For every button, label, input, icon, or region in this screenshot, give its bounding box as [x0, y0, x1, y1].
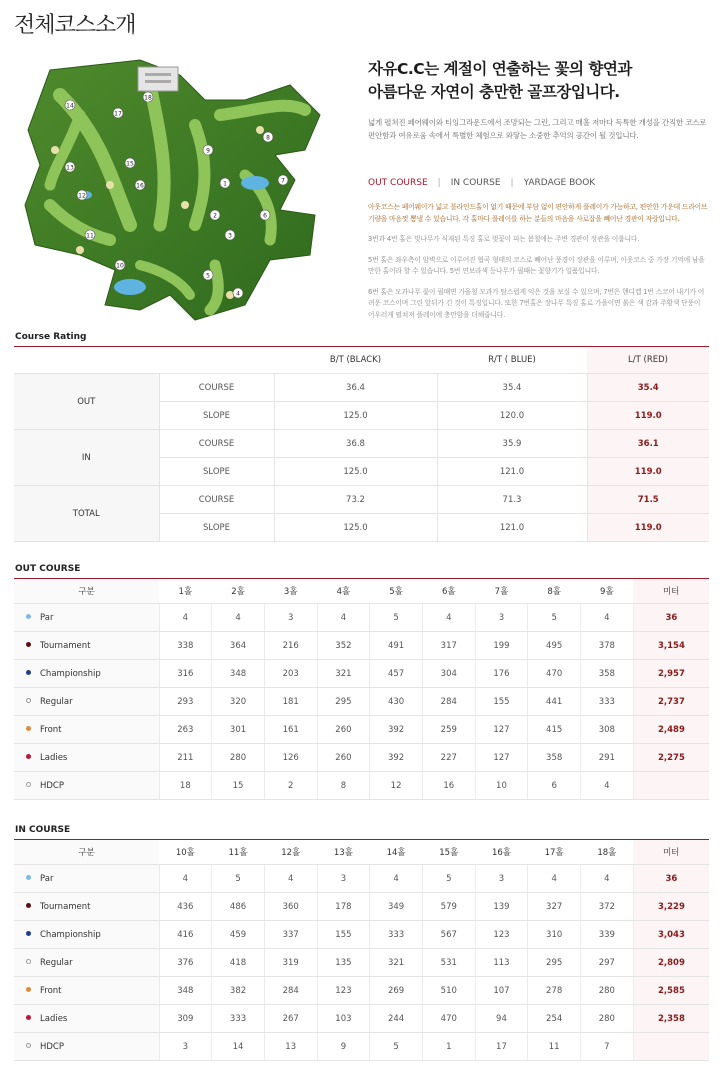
- hole-cell: 3: [475, 865, 528, 893]
- hole-number: 17: [114, 110, 122, 118]
- table-row: [14, 921, 709, 949]
- column-header: 4홀: [317, 579, 370, 604]
- tab-divider: |: [510, 178, 514, 188]
- hole-cell: 430: [370, 688, 423, 716]
- hole-cell: 3: [159, 1033, 212, 1061]
- hole-cell: 280: [581, 977, 634, 1005]
- hole-number: 8: [266, 134, 270, 142]
- hole-cell: 4: [159, 604, 212, 632]
- rating-cell: 119.0: [587, 402, 709, 430]
- row-label-cell: [14, 977, 159, 1005]
- row-label-cell: [14, 604, 159, 632]
- hole-cell: 309: [159, 1005, 212, 1033]
- hole-cell: 459: [212, 921, 265, 949]
- course-rating-table: [14, 347, 709, 542]
- hole-cell: 297: [581, 949, 634, 977]
- tee-color-dot: [26, 754, 31, 759]
- hole-cell: 4: [264, 865, 317, 893]
- hole-cell: 107: [475, 977, 528, 1005]
- hole-cell: 321: [370, 949, 423, 977]
- hole-cell: 316: [159, 660, 212, 688]
- section-title-in-course: IN COURSE: [15, 825, 71, 835]
- pond: [114, 279, 146, 295]
- hole-cell: 155: [317, 921, 370, 949]
- total-cell: 3,043: [633, 921, 709, 949]
- column-header: 3홀: [264, 579, 317, 604]
- hole-cell: 227: [422, 744, 475, 772]
- hole-cell: 392: [370, 716, 423, 744]
- hole-cell: 579: [422, 893, 475, 921]
- hole-cell: 352: [317, 632, 370, 660]
- hole-cell: 4: [212, 604, 265, 632]
- hole-cell: 113: [475, 949, 528, 977]
- hole-cell: 5: [370, 604, 423, 632]
- column-header: 6홀: [422, 579, 475, 604]
- hole-cell: 295: [528, 949, 581, 977]
- hole-cell: 103: [317, 1005, 370, 1033]
- column-header: 12홀: [264, 840, 317, 865]
- total-cell: 2,489: [633, 716, 709, 744]
- row-label: Tournament: [40, 901, 91, 912]
- tee-color-dot: [26, 903, 31, 908]
- hole-number: 15: [126, 160, 134, 168]
- hole-cell: 10: [475, 772, 528, 800]
- headline-line-2: 아름다운 자연이 충만한 골프장입니다.: [368, 83, 620, 101]
- tee-color-dot: [26, 782, 31, 787]
- table-row: [14, 772, 709, 800]
- hole-cell: 9: [317, 1033, 370, 1061]
- hole-cell: 436: [159, 893, 212, 921]
- pond: [241, 176, 269, 190]
- hole-cell: 8: [317, 772, 370, 800]
- hole-number: 6: [263, 212, 267, 220]
- rating-row-label: COURSE: [159, 374, 274, 402]
- hole-cell: 280: [581, 1005, 634, 1033]
- row-label-cell: [14, 949, 159, 977]
- hole-cell: 457: [370, 660, 423, 688]
- section-title-out-course: OUT COURSE: [15, 564, 81, 574]
- row-label: HDCP: [40, 780, 64, 791]
- table-row: [14, 604, 709, 632]
- row-label-cell: [14, 688, 159, 716]
- page-title: 전체코스소개: [14, 13, 136, 38]
- hole-cell: 348: [159, 977, 212, 1005]
- hole-cell: 176: [475, 660, 528, 688]
- hole-cell: 203: [264, 660, 317, 688]
- course-paragraph: 3번과 4번 홀은 벚나무가 식재된 특징 홀로 벚꽃이 피는 봄철에는 주변 경관이 장관을 이룹니다.: [368, 235, 640, 243]
- rating-cell: 119.0: [587, 514, 709, 542]
- table-row: [14, 1005, 709, 1033]
- hole-cell: 280: [212, 744, 265, 772]
- total-cell: 2,957: [633, 660, 709, 688]
- column-header: 17홀: [528, 840, 581, 865]
- hole-cell: 126: [264, 744, 317, 772]
- rating-group-label: OUT: [14, 374, 159, 430]
- column-header: 구분: [14, 840, 159, 865]
- row-label: Regular: [40, 957, 73, 968]
- hole-cell: 2: [264, 772, 317, 800]
- rating-cell: 121.0: [437, 458, 587, 486]
- row-label-cell: [14, 921, 159, 949]
- column-header: 미터: [633, 840, 709, 865]
- rating-cell: 71.5: [587, 486, 709, 514]
- hole-cell: 4: [370, 865, 423, 893]
- column-header: L/T (RED): [587, 347, 709, 374]
- hole-cell: 267: [264, 1005, 317, 1033]
- hole-cell: 337: [264, 921, 317, 949]
- tab-out-course[interactable]: OUT COURSE: [368, 178, 428, 188]
- hole-cell: 320: [212, 688, 265, 716]
- hole-cell: 319: [264, 949, 317, 977]
- intro-description: 넓게 펼쳐진 페어웨이와 티잉그라운드에서 조망되는 그린, 그리고 매홀 저마다 독특한 개성을 간직한 코스로 편안함과 여유로움 속에서 특별한 체험으로 와닿는 소중한 추억의 공간이 될 것입니다.: [368, 118, 707, 140]
- hole-cell: 338: [159, 632, 212, 660]
- hole-number: 5: [206, 272, 210, 280]
- total-cell: [633, 1033, 709, 1061]
- rating-cell: 125.0: [274, 514, 437, 542]
- column-header: 10홀: [159, 840, 212, 865]
- hole-cell: 392: [370, 744, 423, 772]
- table-row: [14, 977, 709, 1005]
- column-header: 14홀: [370, 840, 423, 865]
- hole-cell: 4: [581, 772, 634, 800]
- hole-cell: 470: [422, 1005, 475, 1033]
- row-label: Ladies: [40, 1013, 68, 1024]
- tee-color-dot: [26, 1015, 31, 1020]
- total-cell: 3,229: [633, 893, 709, 921]
- hole-number: 2: [213, 212, 217, 220]
- row-label-cell: [14, 893, 159, 921]
- tab-yardage-book[interactable]: YARDAGE BOOK: [523, 178, 596, 188]
- row-label: Par: [40, 612, 54, 623]
- tee-color-dot: [26, 726, 31, 731]
- hole-cell: 295: [317, 688, 370, 716]
- out-course-table: [14, 579, 709, 800]
- course-map: [20, 55, 325, 323]
- hole-cell: 3: [317, 865, 370, 893]
- row-label: HDCP: [40, 1041, 64, 1052]
- total-cell: 2,358: [633, 1005, 709, 1033]
- rating-cell: 125.0: [274, 402, 437, 430]
- hole-cell: 364: [212, 632, 265, 660]
- hole-cell: 293: [159, 688, 212, 716]
- course-description: [368, 202, 708, 321]
- hole-cell: 372: [581, 893, 634, 921]
- column-header: 8홀: [528, 579, 581, 604]
- column-header: 13홀: [317, 840, 370, 865]
- hole-cell: 278: [528, 977, 581, 1005]
- column-header: B/T (BLACK): [274, 347, 437, 374]
- rating-cell: 36.1: [587, 430, 709, 458]
- hole-cell: 4: [159, 865, 212, 893]
- column-header: 11홀: [212, 840, 265, 865]
- column-header: 7홀: [475, 579, 528, 604]
- table-row: [14, 716, 709, 744]
- hole-number: 7: [281, 177, 285, 185]
- row-label-cell: [14, 660, 159, 688]
- rating-cell: 35.4: [587, 374, 709, 402]
- course-paragraph: 아웃코스는 페어웨이가 넓고 블라인드홀이 없기 때문에 부담 없이 편안하게 플레이가 가능하고, 편안한 가운데 드라이브 기량을 마음껏 뽐낼 수 있습니다. 각 홀마다 플레이를 하는 분들의 마음을 사로잡을 빼어난 경관이 자랑입니다.: [368, 203, 708, 223]
- hole-cell: 349: [370, 893, 423, 921]
- hole-cell: 4: [581, 865, 634, 893]
- hole-cell: 416: [159, 921, 212, 949]
- column-header: 16홀: [475, 840, 528, 865]
- hole-cell: 358: [528, 744, 581, 772]
- row-label-cell: [14, 716, 159, 744]
- hole-cell: 199: [475, 632, 528, 660]
- hole-cell: 4: [317, 604, 370, 632]
- tee-color-dot: [26, 987, 31, 992]
- hole-cell: 510: [422, 977, 475, 1005]
- hole-cell: 155: [475, 688, 528, 716]
- hole-cell: 317: [422, 632, 475, 660]
- tab-divider: |: [437, 178, 441, 188]
- table-header-row: [14, 579, 709, 604]
- hole-cell: 333: [370, 921, 423, 949]
- hole-cell: 567: [422, 921, 475, 949]
- course-paragraph: 6번 홀은 모과나무 꽃이 필때면 가을철 모과가 탐스럽게 익은 것을 보실 수 있으며, 7번은 핸디캡 1번 스코어 내기가 어려운 코스이며 그린 앞뒤가 긴 것이 특징입니다. 또한 7번홀은 장나무 특징 홀로 가을이면 붉은 색 감과 주황색 단풍이 어우러게 펼쳐져 플레이에 충만함을 더해줍니다.: [368, 287, 705, 319]
- row-label: Front: [40, 985, 62, 996]
- table-row: [14, 660, 709, 688]
- hole-cell: 1: [422, 1033, 475, 1061]
- rating-cell: 125.0: [274, 458, 437, 486]
- hole-cell: 339: [581, 921, 634, 949]
- hole-cell: 327: [528, 893, 581, 921]
- hole-cell: 263: [159, 716, 212, 744]
- total-cell: 36: [633, 604, 709, 632]
- row-label-cell: [14, 772, 159, 800]
- hole-number: 18: [144, 94, 152, 102]
- tab-in-course[interactable]: IN COURSE: [450, 178, 501, 188]
- hole-cell: 3: [475, 604, 528, 632]
- row-label-cell: [14, 632, 159, 660]
- headline-line-1: 자유C.C는 계절이 연출하는 꽃의 향연과: [368, 60, 632, 78]
- hole-cell: 360: [264, 893, 317, 921]
- clubhouse: [138, 67, 178, 91]
- hole-cell: 321: [317, 660, 370, 688]
- rating-row-label: SLOPE: [159, 514, 274, 542]
- table-row: [14, 688, 709, 716]
- hole-cell: 495: [528, 632, 581, 660]
- hole-cell: 3: [264, 604, 317, 632]
- table-row: [14, 744, 709, 772]
- row-label: Par: [40, 873, 54, 884]
- hole-cell: 301: [212, 716, 265, 744]
- table-header-row: [14, 840, 709, 865]
- hole-cell: 16: [422, 772, 475, 800]
- total-cell: 2,275: [633, 744, 709, 772]
- row-label: Championship: [40, 668, 101, 679]
- hole-cell: 15: [212, 772, 265, 800]
- row-label: Championship: [40, 929, 101, 940]
- hole-cell: 382: [212, 977, 265, 1005]
- total-cell: 2,737: [633, 688, 709, 716]
- row-label-cell: [14, 1033, 159, 1061]
- hole-cell: 269: [370, 977, 423, 1005]
- hole-cell: 310: [528, 921, 581, 949]
- rating-cell: 73.2: [274, 486, 437, 514]
- hole-cell: 211: [159, 744, 212, 772]
- rating-cell: 36.4: [274, 374, 437, 402]
- hole-cell: 376: [159, 949, 212, 977]
- hole-cell: 4: [422, 604, 475, 632]
- hole-cell: 284: [422, 688, 475, 716]
- rating-cell: 71.3: [437, 486, 587, 514]
- rating-cell: 121.0: [437, 514, 587, 542]
- hole-cell: 94: [475, 1005, 528, 1033]
- hole-cell: 14: [212, 1033, 265, 1061]
- hole-cell: 139: [475, 893, 528, 921]
- hole-cell: 181: [264, 688, 317, 716]
- hole-cell: 470: [528, 660, 581, 688]
- hole-cell: 531: [422, 949, 475, 977]
- row-label: Front: [40, 724, 62, 735]
- tee-color-dot: [26, 698, 31, 703]
- hole-number: 9: [206, 147, 210, 155]
- hole-number: 10: [116, 262, 124, 270]
- headline: [368, 58, 708, 104]
- hole-cell: 291: [581, 744, 634, 772]
- hole-cell: 333: [212, 1005, 265, 1033]
- hole-cell: 17: [475, 1033, 528, 1061]
- course-tabs: [368, 178, 708, 188]
- hole-cell: 135: [317, 949, 370, 977]
- hole-cell: 7: [581, 1033, 634, 1061]
- hole-cell: 18: [159, 772, 212, 800]
- column-header: 2홀: [212, 579, 265, 604]
- hole-number: 3: [228, 232, 232, 240]
- hole-cell: 127: [475, 716, 528, 744]
- hole-cell: 11: [528, 1033, 581, 1061]
- row-label-cell: [14, 744, 159, 772]
- rating-row-label: SLOPE: [159, 458, 274, 486]
- hole-cell: 12: [370, 772, 423, 800]
- table-row: [14, 865, 709, 893]
- hole-cell: 491: [370, 632, 423, 660]
- hole-cell: 161: [264, 716, 317, 744]
- hole-number: 14: [66, 102, 74, 110]
- hole-cell: 5: [422, 865, 475, 893]
- hole-cell: 123: [317, 977, 370, 1005]
- hole-cell: 378: [581, 632, 634, 660]
- hole-number: 13: [66, 164, 74, 172]
- hole-cell: 178: [317, 893, 370, 921]
- hole-cell: 6: [528, 772, 581, 800]
- tee-color-dot: [26, 931, 31, 936]
- hole-cell: 284: [264, 977, 317, 1005]
- tee-color-dot: [26, 959, 31, 964]
- hole-cell: 216: [264, 632, 317, 660]
- rating-cell: 119.0: [587, 458, 709, 486]
- column-header: 15홀: [422, 840, 475, 865]
- total-cell: [633, 772, 709, 800]
- row-label: Regular: [40, 696, 73, 707]
- course-paragraph: 5번 홀은 좌우측이 암벽으로 이루어진 협곡 형태의 코스로 빼어난 풍경이 장관을 이루며, 아웃코스 중 가장 기억에 남을 만한 홀이라 할 수 있습니다. 5번 연보라색 등나무가 필때는 꽃향기가 일품입니다.: [368, 255, 705, 275]
- rating-cell: 36.8: [274, 430, 437, 458]
- intro-section: [368, 58, 708, 330]
- hole-cell: 418: [212, 949, 265, 977]
- column-header: 18홀: [581, 840, 634, 865]
- rating-cell: 120.0: [437, 402, 587, 430]
- tee-color-dot: [26, 875, 31, 880]
- column-header: 미터: [633, 579, 709, 604]
- table-row: [14, 632, 709, 660]
- rating-row-label: COURSE: [159, 486, 274, 514]
- hole-cell: 358: [581, 660, 634, 688]
- hole-number: 1: [223, 180, 227, 188]
- hole-cell: 123: [475, 921, 528, 949]
- hole-cell: 304: [422, 660, 475, 688]
- total-cell: 3,154: [633, 632, 709, 660]
- table-row: [14, 949, 709, 977]
- hole-cell: 254: [528, 1005, 581, 1033]
- hole-cell: 486: [212, 893, 265, 921]
- column-header: 9홀: [581, 579, 634, 604]
- hole-cell: 308: [581, 716, 634, 744]
- row-label-cell: [14, 865, 159, 893]
- rating-group-label: TOTAL: [14, 486, 159, 542]
- hole-cell: 348: [212, 660, 265, 688]
- hole-number: 11: [86, 232, 94, 240]
- column-header: 구분: [14, 579, 159, 604]
- hole-number: 4: [236, 290, 240, 298]
- tee-color-dot: [26, 670, 31, 675]
- table-row: [14, 893, 709, 921]
- hole-cell: 5: [370, 1033, 423, 1061]
- hole-cell: 4: [581, 604, 634, 632]
- row-label-cell: [14, 1005, 159, 1033]
- hole-cell: 5: [528, 604, 581, 632]
- hole-number: 12: [78, 192, 86, 200]
- hole-cell: 244: [370, 1005, 423, 1033]
- hole-cell: 127: [475, 744, 528, 772]
- table-row: [14, 374, 709, 402]
- tee-color-dot: [26, 1043, 31, 1048]
- column-header: 5홀: [370, 579, 423, 604]
- rating-row-label: SLOPE: [159, 402, 274, 430]
- total-cell: 36: [633, 865, 709, 893]
- row-label: Ladies: [40, 752, 68, 763]
- table-row: [14, 430, 709, 458]
- hole-cell: 259: [422, 716, 475, 744]
- rating-group-label: IN: [14, 430, 159, 486]
- hole-cell: 441: [528, 688, 581, 716]
- hole-cell: 13: [264, 1033, 317, 1061]
- column-header: 1홀: [159, 579, 212, 604]
- total-cell: 2,585: [633, 977, 709, 1005]
- hole-cell: 5: [212, 865, 265, 893]
- tee-color-dot: [26, 642, 31, 647]
- hole-cell: 4: [528, 865, 581, 893]
- column-header: R/T ( BLUE): [437, 347, 587, 374]
- table-header-row: [14, 347, 709, 374]
- section-title-course-rating: Course Rating: [15, 332, 87, 342]
- rating-row-label: COURSE: [159, 430, 274, 458]
- rating-cell: 35.9: [437, 430, 587, 458]
- total-cell: 2,809: [633, 949, 709, 977]
- row-label: Tournament: [40, 640, 91, 651]
- rating-cell: 35.4: [437, 374, 587, 402]
- hole-cell: 260: [317, 716, 370, 744]
- table-row: [14, 1033, 709, 1061]
- table-row: [14, 486, 709, 514]
- hole-cell: 415: [528, 716, 581, 744]
- hole-cell: 333: [581, 688, 634, 716]
- in-course-table: [14, 840, 709, 1061]
- hole-number: 16: [136, 182, 144, 190]
- hole-cell: 260: [317, 744, 370, 772]
- tee-color-dot: [26, 614, 31, 619]
